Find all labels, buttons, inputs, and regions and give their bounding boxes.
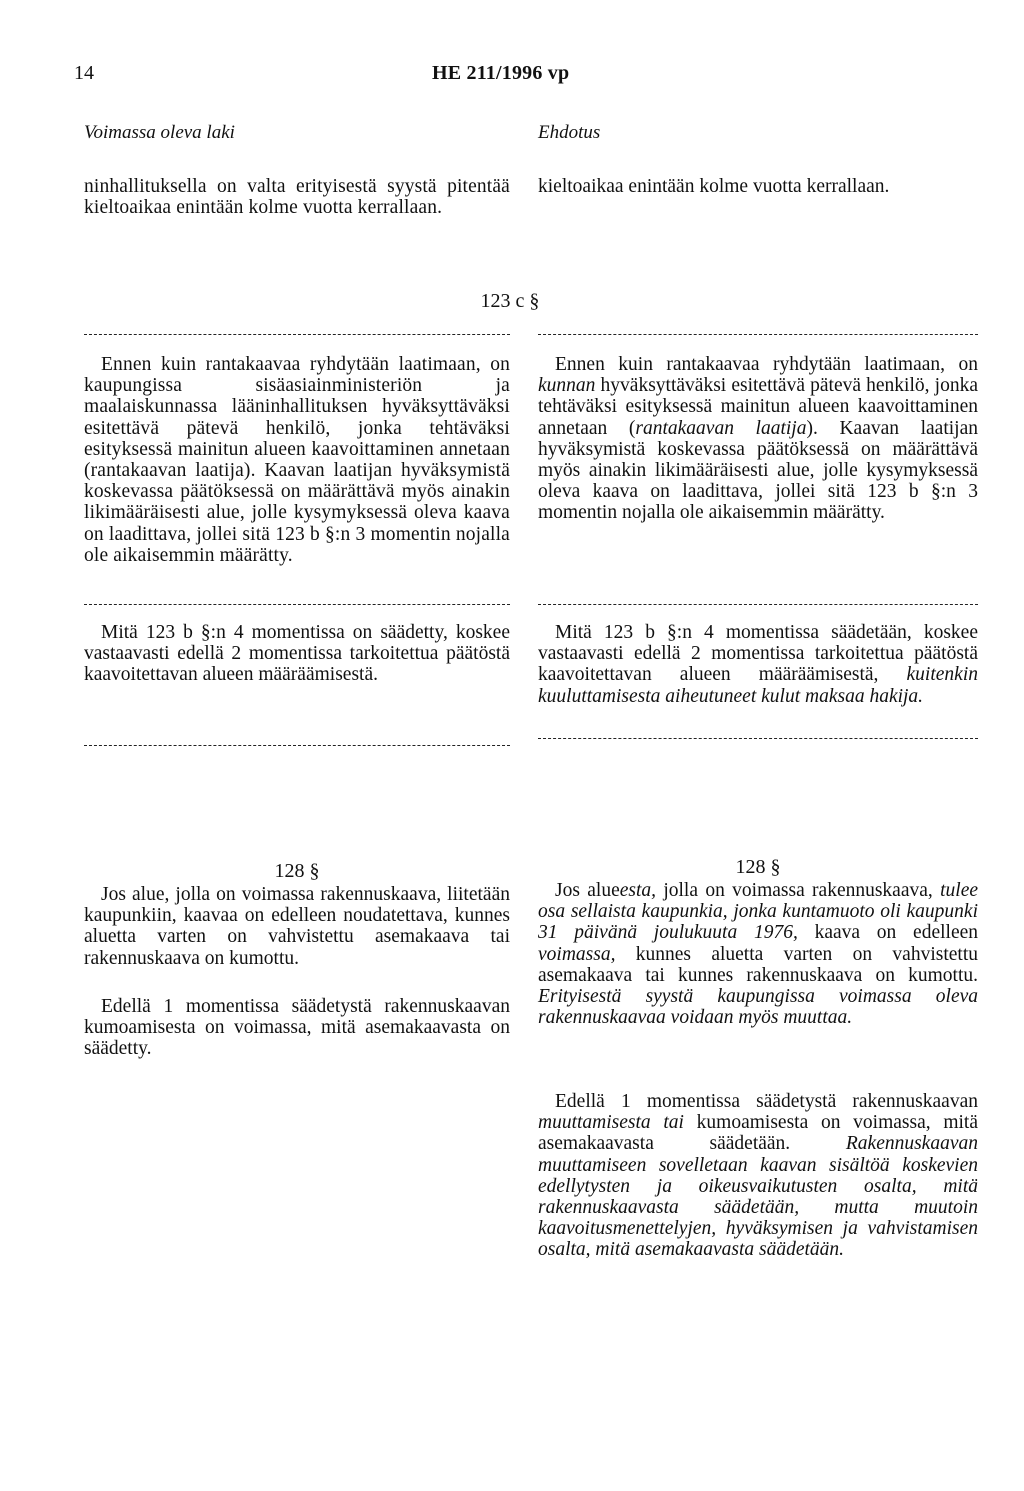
left-column-heading: Voimassa oleva laki xyxy=(84,122,235,143)
omission-dash-line xyxy=(538,604,978,605)
omission-dash-line xyxy=(84,334,510,335)
right-128-paragraph-1: Jos alueesta, jolla on voimassa rakennuskaava, tulee osa sellaista kaupunkia, jonka kuntamuoto oli kaupunki 31 päivänä joulukuuta 1976, kaava on edelleen voimassa, kunnes aluetta varten on vahvistettu asemakaava tai kunnes rakennuskaava on kumottu. Erityisestä syystä kaupungissa voimassa oleva rakennuskaavaa voidaan myös muuttaa. xyxy=(538,880,979,1029)
left-128-paragraph-1: Jos alue, jolla on voimassa rakennuskaava, liitetään kaupunkiin, kaavaa on edelleen noudatettava, kunnes aluetta varten on vahvistettu asemakaava tai rakennuskaava on kumottu. xyxy=(84,884,510,969)
right-123c-paragraph-1: Ennen kuin rantakaavaa ryhdytään laatimaan, on kunnan hyväksyttäväksi esitettävä pätevä henkilö, jonka tehtäväksi esityksessä mainitun alueen kaavoittaminen annetaan (rantakaavan laatija). Kaavan laatijan hyväksymistä koskevassa päätöksessä on määrättävä myös ainakin likimääräisesti alue, jolle kysymyksessä oleva kaava on laadittava, jollei sitä 123 b §:n 3 momentin nojalla ole aikaisemmin määrätty. xyxy=(538,354,978,524)
omission-dash-line xyxy=(538,738,978,739)
page-number: 14 xyxy=(74,62,94,84)
right-128-paragraph-2: Edellä 1 momentissa säädetystä rakennuskaavan muuttamisesta tai kumoamisesta on voimassa, mitä asemakaavasta säädetään. Rakennuskaavan muuttamiseen sovelletaan kaavan sisältöä koskevien edellytysten ja oikeusvaikutusten osalta, mitä rakennuskaavasta säädetään, mutta muutoin kaavoitusmenettelyjen, hyväksymisen ja vahvistamisen osalta, mitä asemakaavasta säädetään. xyxy=(538,1091,978,1261)
omission-dash-line xyxy=(84,745,510,746)
right-123c-paragraph-2: Mitä 123 b §:n 4 momentissa säädetään, koskee vastaavasti edellä 2 momentissa tarkoitettua päätöstä kaavoitettavan alueen määräämisestä, kuitenkin kuuluttamisesta aiheutuneet kulut maksaa hakija. xyxy=(538,622,978,707)
left-128-paragraph-2: Edellä 1 momentissa säädetystä rakennuskaavan kumoamisesta on voimassa, mitä asemakaavasta on säädetty. xyxy=(84,996,510,1060)
document-id: HE 211/1996 vp xyxy=(432,62,570,84)
right-column-heading: Ehdotus xyxy=(538,122,601,143)
right-intro-text: kieltoaikaa enintään kolme vuotta kerrallaan. xyxy=(538,176,890,197)
omission-dash-line xyxy=(538,334,978,335)
left-123c-paragraph-1: Ennen kuin rantakaavaa ryhdytään laatimaan, on kaupungissa sisäasiainministeriön ja maalaiskunnassa lääninhallituksen hyväksyttäväksi esitettävä pätevä henkilö, jonka tehtäväksi esityksessä mainitun alueen kaavoittaminen annetaan (rantakaavan laatija). Kaavan laatijan hyväksymistä koskevassa päätöksessä on määrättävä myös ainakin likimääräisesti alue, jolle kysymyksessä oleva kaava on laadittava, jollei sitä 123 b §:n 3 momentin nojalla ole aikaisemmin määrätty. xyxy=(84,354,510,566)
left-section-heading-128: 128 § xyxy=(274,860,320,882)
left-123c-paragraph-2: Mitä 123 b §:n 4 momentissa on säädetty, koskee vastaavasti edellä 2 momentissa tarkoitettua päätöstä kaavoitettavan alueen määräämisestä. xyxy=(84,622,510,686)
section-heading-123c: 123 c § xyxy=(480,290,540,312)
omission-dash-line xyxy=(84,604,510,605)
left-intro-text: ninhallituksella on valta erityisestä syystä pitentää kieltoaikaa enintään kolme vuotta kerrallaan. xyxy=(84,176,510,219)
right-section-heading-128: 128 § xyxy=(735,856,781,878)
